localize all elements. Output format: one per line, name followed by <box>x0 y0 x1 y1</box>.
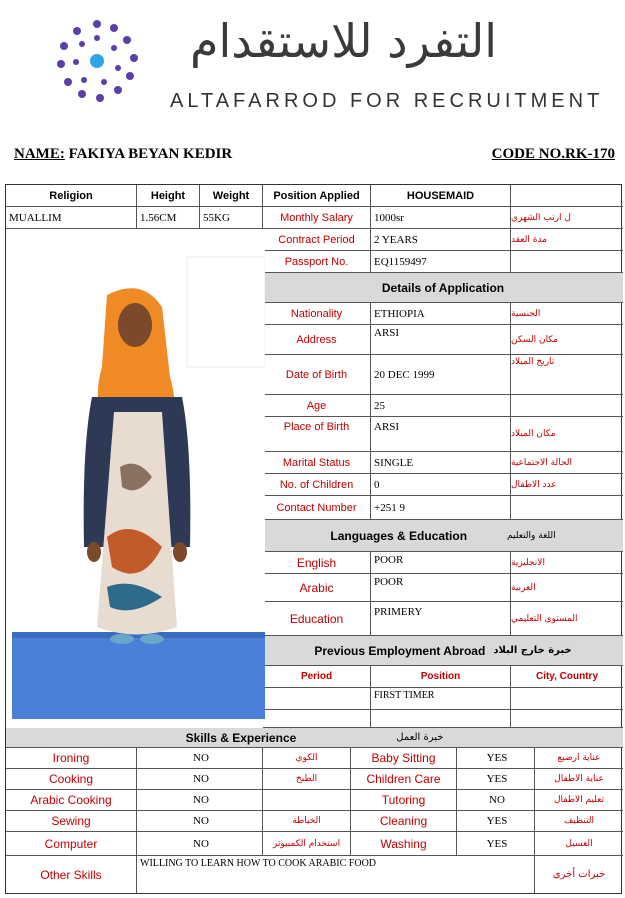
candidate-name: NAME: FAKIYA BEYAN KEDIR <box>14 146 233 162</box>
position-applied-label: Position Applied <box>263 185 371 207</box>
prev-row-city <box>511 710 623 728</box>
children-value: 0 <box>371 474 511 496</box>
blank-cell <box>511 185 623 207</box>
skill-computer-value: NO <box>137 832 263 856</box>
previous-employment-title: Previous Employment Abroad خبرة خارج البلاد <box>263 636 623 666</box>
skill-babysitting-label: Baby Sitting <box>351 748 457 769</box>
position-applied-value: HOUSEMAID <box>371 185 511 207</box>
contact-value: +251 9 <box>371 496 511 520</box>
skill-washing-arabic: الغسيل <box>535 832 623 856</box>
skill-tutoring-arabic: تعليم الاطفال <box>535 790 623 811</box>
skill-cooking-value: NO <box>137 769 263 790</box>
children-label: No. of Children <box>263 474 371 496</box>
skill-computer-label: Computer <box>6 832 137 856</box>
candidate-photo <box>12 247 265 719</box>
city-country-header: City, Country <box>511 666 623 688</box>
age-label: Age <box>263 395 371 417</box>
skill-childcare-arabic: عناية الاطفال <box>535 769 623 790</box>
place-of-birth-value: ARSI <box>371 417 511 452</box>
dob-arabic: تاريخ الميلاد <box>511 355 623 395</box>
marital-arabic: الحالة الاجتماعية <box>511 452 623 474</box>
skill-arabic-cooking-value: NO <box>137 790 263 811</box>
skill-cleaning-label: Cleaning <box>351 811 457 832</box>
skill-childcare-label: Children Care <box>351 769 457 790</box>
agency-logo <box>40 8 610 118</box>
nationality-value: ETHIOPIA <box>371 303 511 325</box>
english-value: POOR <box>371 552 511 574</box>
education-value: PRIMERY <box>371 602 511 636</box>
skill-tutoring-label: Tutoring <box>351 790 457 811</box>
skill-washing-value: YES <box>457 832 535 856</box>
contract-arabic: مدة العقد <box>511 229 623 251</box>
period-header: Period <box>263 666 371 688</box>
age-arabic <box>511 395 623 417</box>
skills-section-title: Skills & Experience خبرة العمل <box>6 728 623 748</box>
skill-ironing-value: NO <box>137 748 263 769</box>
english-label: English <box>263 552 371 574</box>
skill-babysitting-value: YES <box>457 748 535 769</box>
logo-arabic-text: التفرد للاستقدام <box>190 14 497 68</box>
prev-row-city <box>511 688 623 710</box>
marital-value: SINGLE <box>371 452 511 474</box>
salary-value: 1000sr <box>371 207 511 229</box>
arabic-arabic: العربية <box>511 574 623 602</box>
details-section-title: Details of Application <box>263 273 623 303</box>
english-arabic: الانجليزية <box>511 552 623 574</box>
place-of-birth-label: Place of Birth <box>263 417 371 452</box>
skill-ironing-label: Ironing <box>6 748 137 769</box>
salary-label: Monthly Salary <box>263 207 371 229</box>
skill-sewing-label: Sewing <box>6 811 137 832</box>
dob-value: 20 DEC 1999 <box>371 355 511 395</box>
education-label: Education <box>263 602 371 636</box>
code-number: CODE NO.RK-170 <box>491 146 615 162</box>
religion-value: MUALLIM <box>6 207 137 229</box>
place-of-birth-arabic: مكان الميلاد <box>511 417 623 452</box>
height-header: Height <box>137 185 200 207</box>
dots-circle-logo-icon <box>52 16 142 106</box>
skill-cooking-arabic: الطبخ <box>263 769 351 790</box>
nationality-arabic: الجنسية <box>511 303 623 325</box>
religion-header: Religion <box>6 185 137 207</box>
weight-header: Weight <box>200 185 263 207</box>
children-arabic: عدد الاطفال <box>511 474 623 496</box>
prev-row-period <box>263 688 371 710</box>
skill-cleaning-value: YES <box>457 811 535 832</box>
skill-arabic-cooking-label: Arabic Cooking <box>6 790 137 811</box>
address-arabic: مكان السكن <box>511 325 623 355</box>
cv-table <box>5 184 622 894</box>
passport-arabic <box>511 251 623 273</box>
weight-value: 55KG <box>200 207 263 229</box>
skill-washing-label: Washing <box>351 832 457 856</box>
skill-computer-arabic: استخدام الكمبيوتر <box>263 832 351 856</box>
passport-label: Passport No. <box>263 251 371 273</box>
skill-cleaning-arabic: التنظيف <box>535 811 623 832</box>
marital-label: Marital Status <box>263 452 371 474</box>
skill-ironing-arabic: الكوي <box>263 748 351 769</box>
passport-value: EQ1159497 <box>371 251 511 273</box>
skill-cooking-label: Cooking <box>6 769 137 790</box>
skill-arabic-cooking-arabic <box>263 790 351 811</box>
contract-value: 2 YEARS <box>371 229 511 251</box>
position-header: Position <box>371 666 511 688</box>
dob-label: Date of Birth <box>263 355 371 395</box>
arabic-value: POOR <box>371 574 511 602</box>
skill-childcare-value: YES <box>457 769 535 790</box>
other-skills-label: Other Skills <box>6 856 137 893</box>
contact-arabic <box>511 496 623 520</box>
skill-sewing-arabic: الخياطة <box>263 811 351 832</box>
address-label: Address <box>263 325 371 355</box>
prev-row-position: FIRST TIMER <box>371 688 511 710</box>
prev-row-period <box>263 710 371 728</box>
salary-arabic: ل ارتب الشهري <box>511 207 623 229</box>
education-arabic: المستوى التعليمي <box>511 602 623 636</box>
other-skills-arabic: خبرات أخرى <box>552 869 606 880</box>
logo-english-text: ALTAFARROD FOR RECRUITMENT <box>170 90 604 112</box>
contact-label: Contact Number <box>263 496 371 520</box>
contract-label: Contract Period <box>263 229 371 251</box>
other-skills-value: WILLING TO LEARN HOW TO COOK ARABIC FOOD <box>137 856 535 893</box>
arabic-label: Arabic <box>263 574 371 602</box>
height-value: 1.56CM <box>137 207 200 229</box>
prev-row-position <box>371 710 511 728</box>
age-value: 25 <box>371 395 511 417</box>
languages-section-title: Languages & Education اللغة والتعليم <box>263 520 623 552</box>
skill-tutoring-value: NO <box>457 790 535 811</box>
skill-sewing-value: NO <box>137 811 263 832</box>
skill-babysitting-arabic: عناية ارضيع <box>535 748 623 769</box>
nationality-label: Nationality <box>263 303 371 325</box>
address-value: ARSI <box>371 325 511 355</box>
